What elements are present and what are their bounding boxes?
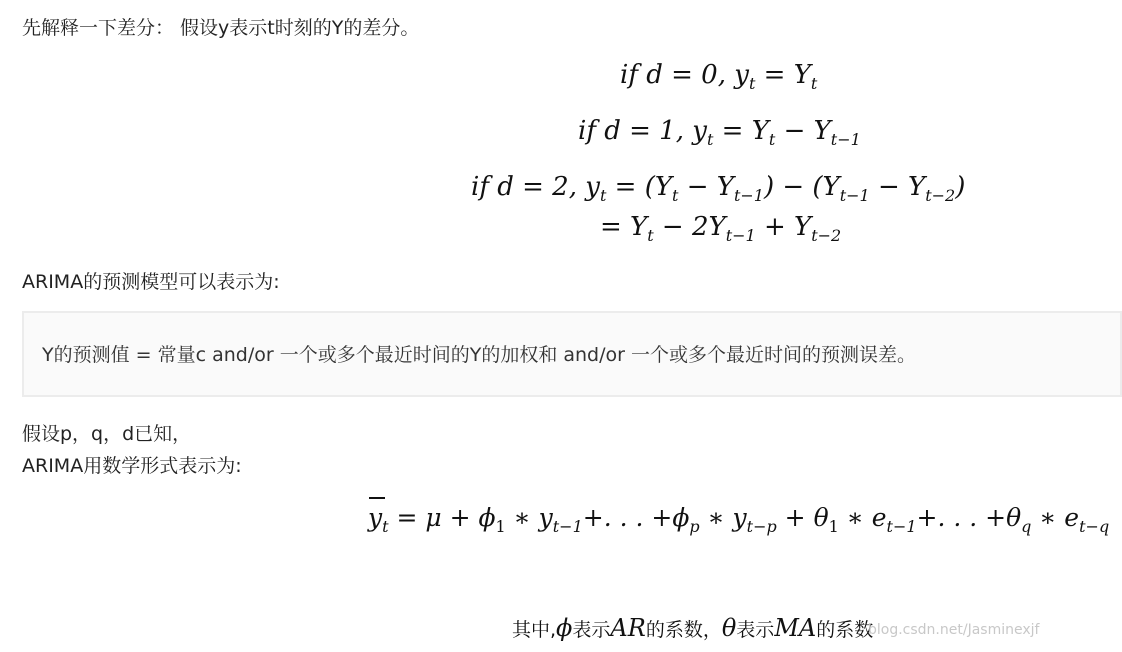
eq-sub: t−2	[811, 226, 842, 245]
note-part: 的系数，	[645, 619, 722, 641]
formula-part: ∗ y	[505, 503, 553, 532]
eq-sub: t−1	[733, 186, 764, 205]
formula-sub: t−p	[746, 517, 777, 536]
eq-part: − 2Y	[653, 212, 726, 242]
formula-lhs: y	[368, 503, 383, 532]
note-part: 表示	[572, 619, 611, 641]
formula-part: +. . . +θ	[916, 503, 1022, 532]
formula-part: + θ	[776, 503, 829, 532]
eq-sub: t−2	[925, 186, 956, 205]
eq-if: if	[471, 172, 489, 202]
formula-sub: t−1	[886, 517, 917, 536]
note-part: 其中,	[512, 619, 557, 641]
formula-part: ∗ e	[838, 503, 887, 532]
eq-lhs: y	[585, 172, 600, 202]
eq-sub: t−1	[830, 130, 861, 149]
eq-sub: t	[647, 226, 654, 245]
eq-sub: t	[748, 74, 756, 93]
formula-sub: q	[1021, 517, 1032, 536]
eq-part: ) − (Y	[763, 172, 840, 202]
eq-part: − Y	[678, 172, 734, 202]
equation-d1	[578, 116, 861, 149]
eq-sub: t	[706, 130, 714, 149]
eq-part: = Y	[600, 212, 648, 242]
eq-lhs: y	[692, 116, 707, 146]
eq-sub: t	[810, 74, 818, 93]
formula-sub: 1	[495, 517, 506, 536]
assume-text: 假设p，q，d已知，	[22, 423, 192, 445]
formula-sub: t−q	[1079, 517, 1110, 536]
eq-sub: t	[672, 186, 679, 205]
hat-accent	[368, 503, 389, 536]
note-part: 表示	[736, 619, 775, 641]
eq-if: if	[620, 60, 638, 90]
note-theta: θ	[721, 614, 737, 642]
note-line	[512, 614, 873, 642]
note-part: 的系数	[816, 619, 874, 641]
equation-d2-line1	[471, 172, 966, 205]
formula-part: = μ + ϕ	[388, 503, 496, 532]
eq-part: − Y	[869, 172, 926, 202]
eq-if: if	[578, 116, 596, 146]
blockquote	[22, 311, 1122, 397]
eq-minus: − Y	[775, 116, 831, 146]
note-ma: MA	[774, 614, 817, 642]
eq-cond: d = 0,	[646, 60, 726, 90]
eq-sub: t	[382, 517, 389, 536]
watermark: blog.csdn.net/Jasminexjf	[868, 622, 1040, 638]
eq-rhs: = Y	[721, 116, 769, 146]
equation-d2-line2	[600, 212, 842, 245]
note-ar: AR	[610, 614, 646, 642]
eq-part: )	[955, 172, 966, 202]
eq-rhs: = Y	[763, 60, 811, 90]
eq-sub: t	[599, 186, 607, 205]
formula-part: ∗ y	[699, 503, 747, 532]
formula-sub: 1	[828, 517, 839, 536]
blockquote-text: Y的预测值 = 常量c and/or 一个或多个最近时间的Y的加权和 and/or 一个或多个最近时间的预测误差。	[42, 344, 916, 366]
eq-sub: t	[768, 130, 776, 149]
equation-d0	[620, 60, 818, 93]
eq-sub: t−1	[725, 226, 756, 245]
formula-sub: t−1	[552, 517, 583, 536]
intro-text: 先解释一下差分： 假设y表示t时刻的Y的差分。	[22, 17, 420, 39]
eq-cond: d = 2,	[497, 172, 577, 202]
eq-cond: d = 1,	[604, 116, 684, 146]
formula-sub: p	[689, 517, 700, 536]
arima-math-text: ARIMA用数学形式表示为:	[22, 455, 242, 477]
note-phi: ϕ	[556, 614, 573, 642]
eq-sub: t−1	[839, 186, 870, 205]
formula-part: ∗ e	[1031, 503, 1080, 532]
arima-intro: ARIMA的预测模型可以表示为:	[22, 271, 280, 293]
arima-formula	[368, 503, 1110, 536]
eq-part: + Y	[755, 212, 812, 242]
formula-part: +. . . +ϕ	[582, 503, 690, 532]
eq-lhs: y	[734, 60, 749, 90]
eq-part: = (Y	[614, 172, 673, 202]
